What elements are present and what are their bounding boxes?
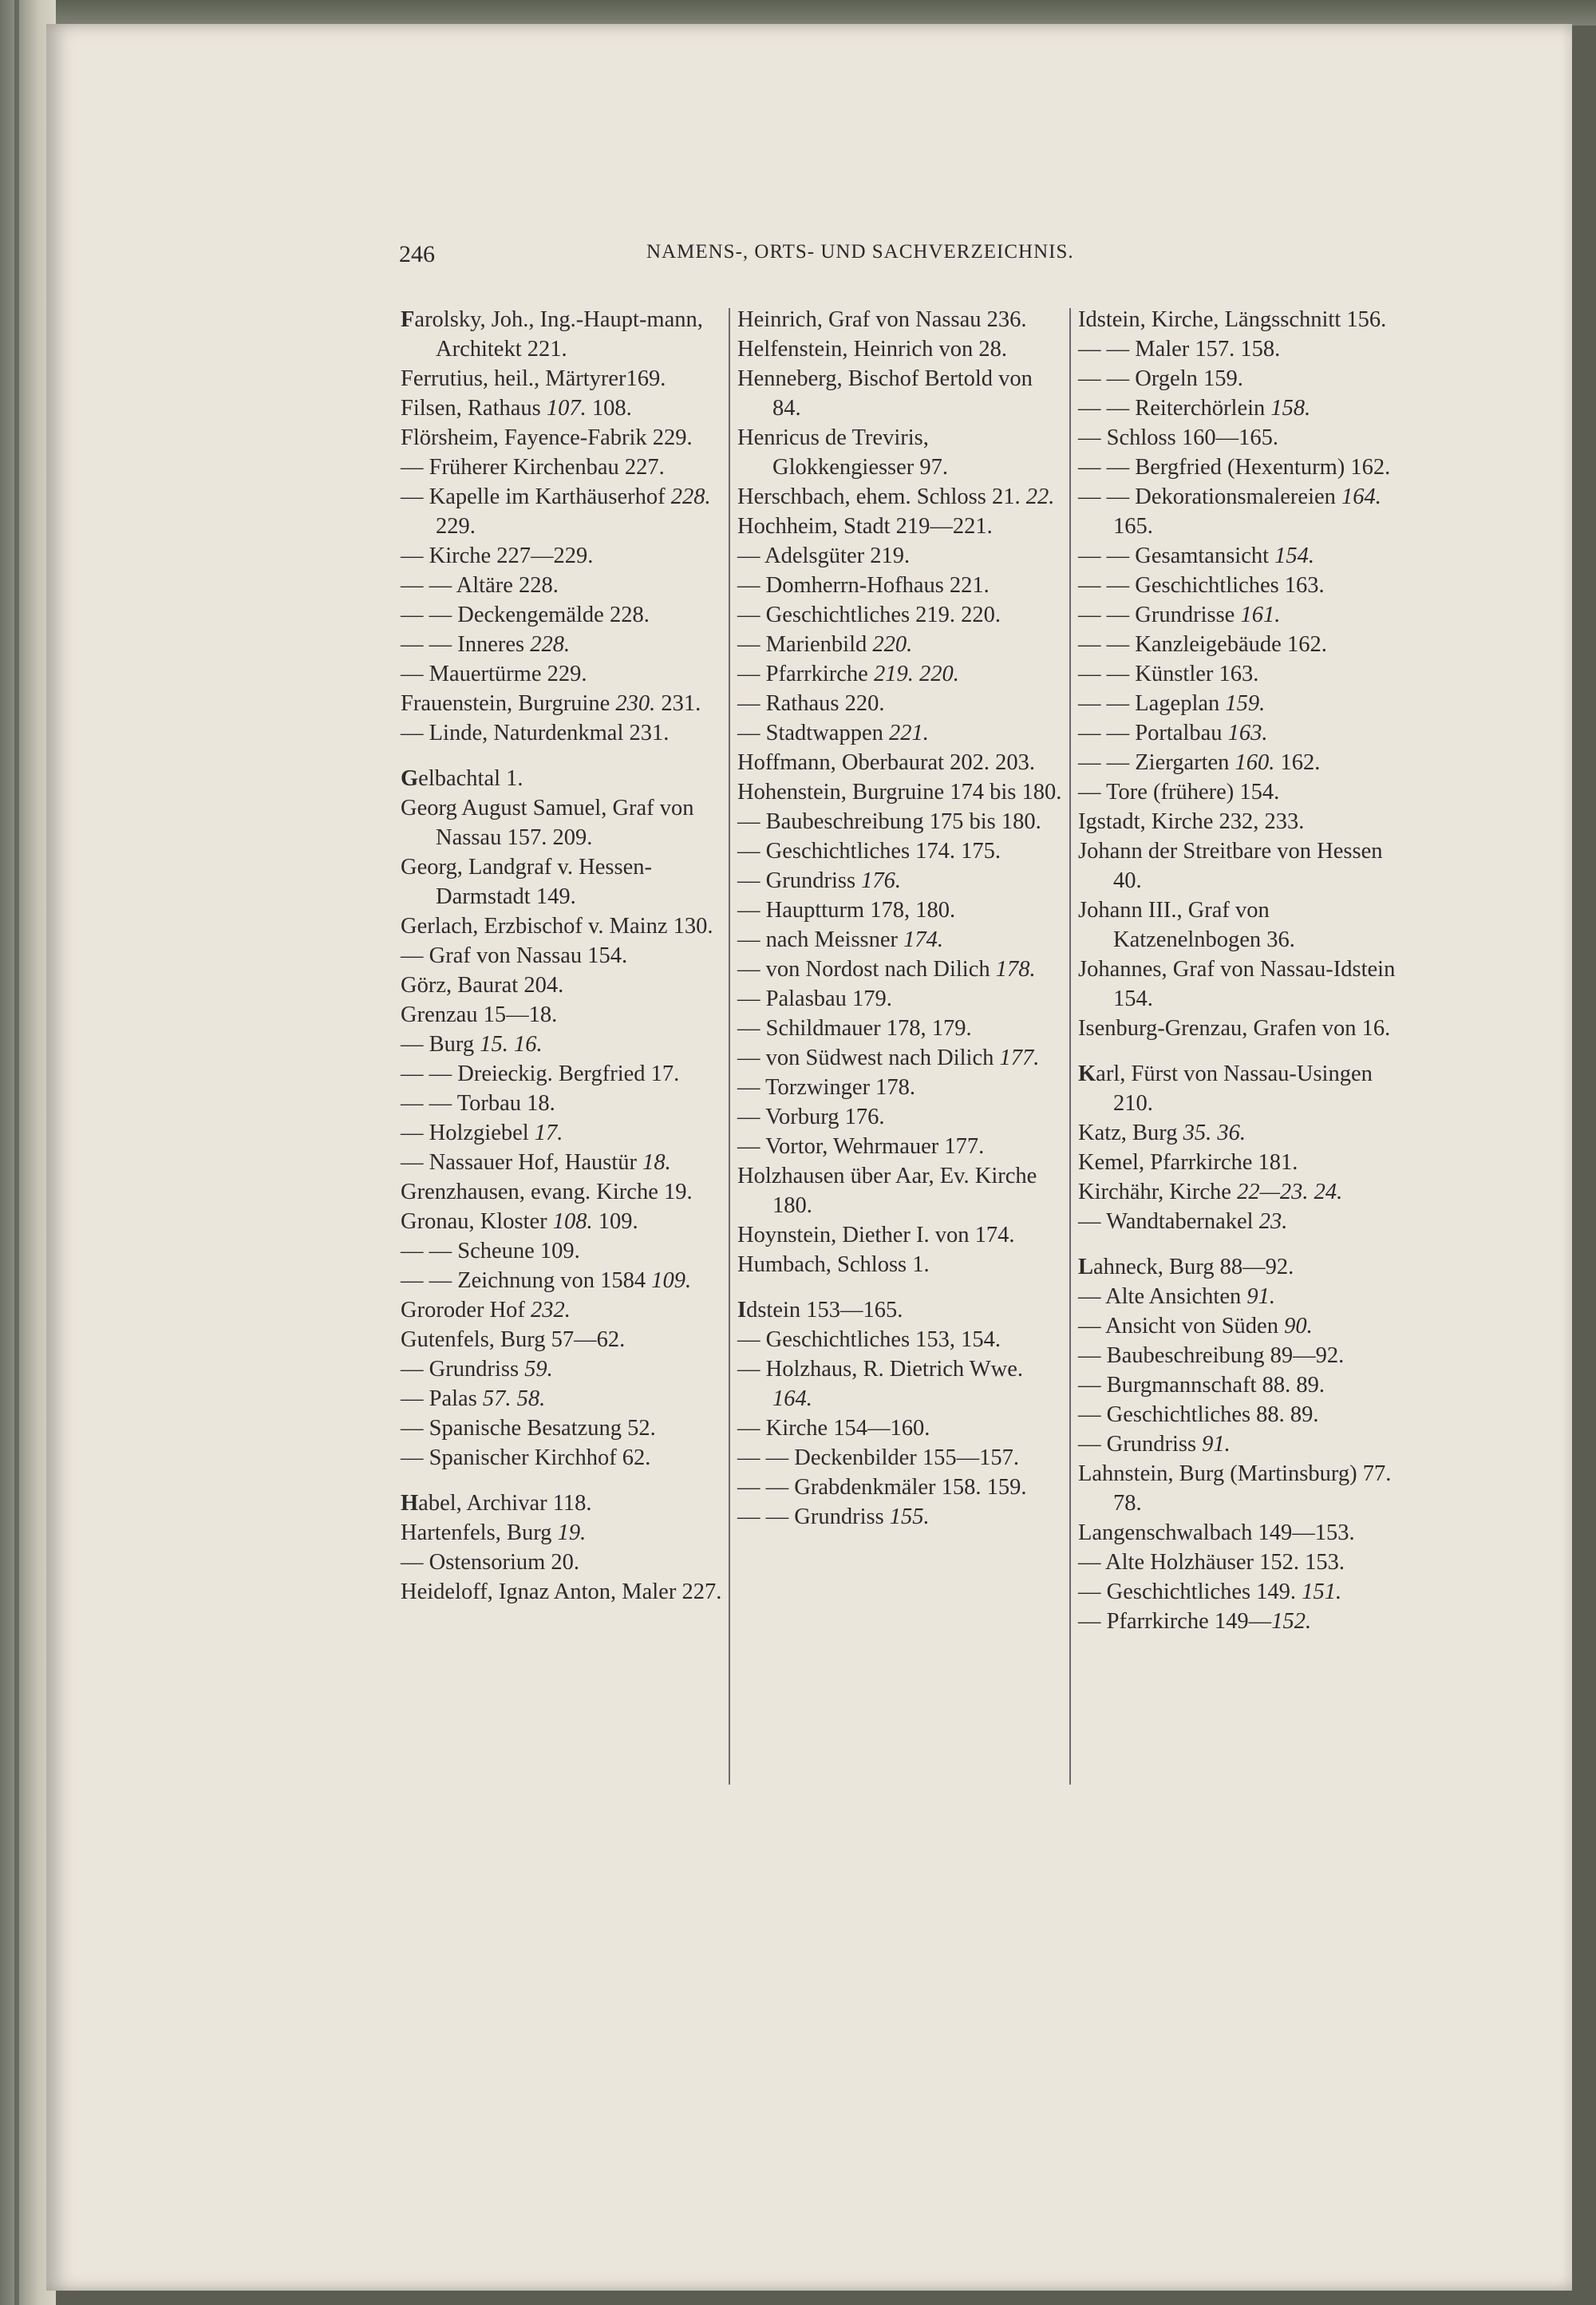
- illustration-page-ref: 174.: [903, 927, 944, 952]
- index-entry: [1078, 630, 1401, 659]
- illustration-page-ref: 176.: [861, 868, 902, 893]
- index-entry: [1078, 1118, 1401, 1148]
- entry-text: — Torzwinger 178.: [737, 1075, 916, 1100]
- initial-letter: L: [1078, 1255, 1094, 1279]
- entry-text: — — Lageplan: [1078, 691, 1226, 716]
- illustration-page-ref: 22.: [1025, 484, 1055, 509]
- entry-text: — — Künstler 163.: [1078, 662, 1259, 686]
- index-column-2: [737, 305, 1065, 1532]
- entry-text: — Graf von Nassau 154.: [401, 943, 628, 968]
- index-entry: [737, 305, 1065, 334]
- index-entry: [401, 1354, 724, 1384]
- illustration-page-ref: 17.: [534, 1121, 563, 1145]
- entry-text: — — Kanzleigebäude 162.: [1078, 632, 1327, 657]
- entry-text: — Palasbau 179.: [737, 986, 892, 1011]
- index-entry: [737, 689, 1065, 718]
- index-entry: [737, 836, 1065, 866]
- entry-text: Johann der Streitbare von Hessen 40.: [1078, 839, 1383, 893]
- index-entry: [401, 1266, 724, 1295]
- entry-text: — Holzhaus, R. Dietrich Wwe.: [737, 1357, 1024, 1382]
- index-entry: [401, 1548, 724, 1577]
- entry-text: — Hauptturm 178, 180.: [737, 898, 956, 923]
- index-entry: [1078, 1341, 1401, 1370]
- entry-text: — Burgmannschaft 88. 89.: [1078, 1373, 1325, 1398]
- index-entry: [401, 1489, 724, 1518]
- index-entry: [1078, 453, 1401, 482]
- entry-text: Hoynstein, Diether I. von 174.: [737, 1223, 1015, 1247]
- entry-text: — Geschichtliches 219. 220.: [737, 603, 1001, 627]
- index-entry: [737, 482, 1065, 512]
- entry-text: 108.: [586, 396, 632, 421]
- page-number: 246: [399, 241, 435, 267]
- entry-text: — — Portalbau: [1078, 721, 1228, 745]
- index-entry: [401, 1384, 724, 1413]
- entry-text: Hochheim, Stadt 219—221.: [737, 514, 993, 539]
- index-entry: [401, 630, 724, 659]
- illustration-page-ref: 164.: [1341, 484, 1381, 509]
- index-entry: [1078, 1548, 1401, 1577]
- index-entry: [1078, 482, 1401, 541]
- entry-text: — Grundriss: [737, 868, 862, 893]
- index-entry: [401, 423, 724, 453]
- index-entry: [737, 600, 1065, 630]
- index-entry: [737, 1473, 1065, 1502]
- illustration-page-ref: 232.: [531, 1298, 571, 1323]
- index-entry: [1078, 334, 1401, 364]
- entry-text: Gronau, Kloster: [401, 1209, 553, 1234]
- entry-text: Hoffmann, Oberbaurat 202. 203.: [737, 750, 1036, 775]
- index-entry: [401, 482, 724, 541]
- index-entry: [1078, 571, 1401, 600]
- index-entry: [1078, 836, 1401, 896]
- illustration-page-ref: 91.: [1246, 1284, 1275, 1309]
- index-entry: [401, 718, 724, 748]
- index-entry: [401, 911, 724, 941]
- column-rule: [729, 308, 730, 1785]
- entry-text: Grenzau 15—18.: [401, 1002, 558, 1027]
- entry-text: Görz, Baurat 204.: [401, 973, 564, 998]
- index-entry: [1078, 600, 1401, 630]
- entry-text: — Ostensorium 20.: [401, 1550, 580, 1575]
- index-entry: [1078, 807, 1401, 836]
- entry-text: — von Nordost nach Dilich: [737, 957, 996, 982]
- illustration-page-ref: 108.: [552, 1209, 593, 1234]
- index-entry: [1078, 364, 1401, 393]
- index-entry: [401, 689, 724, 718]
- entry-text: Helfenstein, Heinrich von 28.: [737, 337, 1007, 362]
- entry-text: Johann III., Graf von Katzenelnbogen 36.: [1078, 898, 1295, 952]
- entry-text: — Grundriss: [1078, 1432, 1203, 1457]
- index-entry: [401, 571, 724, 600]
- illustration-page-ref: 15. 16.: [480, 1032, 543, 1057]
- entry-text: — Alte Ansichten: [1078, 1284, 1247, 1309]
- entry-text: Katz, Burg: [1078, 1121, 1183, 1145]
- index-entry: [1078, 689, 1401, 718]
- index-entry: [401, 971, 724, 1000]
- entry-text: — — Inneres: [401, 632, 531, 657]
- entry-text: — Schildmauer 178, 179.: [737, 1016, 972, 1041]
- illustration-page-ref: 151.: [1302, 1579, 1342, 1604]
- entry-text: Flörsheim, Fayence-Fabrik 229.: [401, 425, 693, 450]
- entry-text: Ferrutius, heil., Märtyrer169.: [401, 366, 666, 391]
- entry-text: Hartenfels, Burg: [401, 1520, 558, 1545]
- index-entry: [401, 1089, 724, 1118]
- illustration-page-ref: 230.: [615, 691, 656, 716]
- entry-text: Heideloff, Ignaz Anton, Maler 227.: [401, 1579, 722, 1604]
- entry-text: — Kirche 154—160.: [737, 1416, 930, 1441]
- entry-text: — nach Meissner: [737, 927, 904, 952]
- entry-text: — — Grabdenkmäler 158. 159.: [737, 1475, 1027, 1500]
- book-edge-top: [0, 0, 1596, 26]
- index-entry: [1078, 423, 1401, 453]
- entry-text: elbachtal 1.: [418, 766, 523, 791]
- entry-text: Humbach, Schloss 1.: [737, 1252, 930, 1277]
- entry-text: — Tore (frühere) 154.: [1078, 780, 1280, 805]
- index-entry: [737, 1073, 1065, 1102]
- index-entry: [1078, 1429, 1401, 1459]
- illustration-page-ref: 152.: [1271, 1609, 1312, 1634]
- entry-text: — — Scheune 109.: [401, 1239, 580, 1263]
- illustration-page-ref: 23.: [1258, 1209, 1288, 1234]
- entry-text: — Mauertürme 229.: [401, 662, 587, 686]
- entry-text: — Früherer Kirchenbau 227.: [401, 455, 665, 480]
- entry-text: — Schloss 160—165.: [1078, 425, 1278, 450]
- index-entry: [401, 1518, 724, 1548]
- index-entry: [1078, 1400, 1401, 1429]
- index-entry: [401, 1443, 724, 1473]
- entry-text: Grenzhausen, evang. Kirche 19.: [401, 1180, 693, 1204]
- entry-text: — — Ziergarten: [1078, 750, 1235, 775]
- index-entry: [401, 659, 724, 689]
- illustration-page-ref: 160.: [1235, 750, 1275, 775]
- index-entry: [1078, 1014, 1401, 1043]
- index-entry: [1078, 1207, 1401, 1236]
- index-entry: [1078, 1518, 1401, 1548]
- illustration-page-ref: 159.: [1225, 691, 1266, 716]
- initial-letter: K: [1078, 1062, 1096, 1086]
- illustration-page-ref: 178.: [995, 957, 1036, 982]
- initial-letter: I: [737, 1298, 747, 1323]
- index-entry: [1078, 659, 1401, 689]
- index-entry: [1078, 1282, 1401, 1311]
- index-entry: [737, 1043, 1065, 1073]
- entry-text: abel, Archivar 118.: [418, 1491, 592, 1516]
- entry-text: — — Dekorationsmalereien: [1078, 484, 1342, 509]
- index-entry: [401, 1118, 724, 1148]
- entry-text: 162.: [1274, 750, 1321, 775]
- index-entry: [401, 1000, 724, 1030]
- index-entry: [737, 1325, 1065, 1354]
- entry-text: Herschbach, ehem. Schloss 21.: [737, 484, 1026, 509]
- entry-text: — Geschichtliches 88. 89.: [1078, 1402, 1319, 1427]
- index-entry: [401, 764, 724, 793]
- entry-text: — Burg: [401, 1032, 480, 1057]
- entry-text: Georg, Landgraf v. Hessen-Darmstadt 149.: [401, 855, 652, 909]
- entry-text: — Domherrn-Hofhaus 221.: [737, 573, 990, 598]
- index-entry: [401, 541, 724, 571]
- index-entry: [401, 852, 724, 911]
- index-entry: [737, 1220, 1065, 1250]
- index-entry: [737, 896, 1065, 925]
- illustration-page-ref: 107.: [546, 396, 587, 421]
- entry-text: Kirchähr, Kirche: [1078, 1180, 1238, 1204]
- index-entry: [737, 1250, 1065, 1279]
- illustration-page-ref: 163.: [1227, 721, 1268, 745]
- entry-text: — — Zeichnung von 1584: [401, 1268, 652, 1293]
- index-entry: [401, 305, 724, 364]
- index-entry: [1078, 1577, 1401, 1607]
- entry-text: Isenburg-Grenzau, Grafen von 16.: [1078, 1016, 1391, 1041]
- entry-text: — Nassauer Hof, Haustür: [401, 1150, 643, 1175]
- entry-text: — Alte Holzhäuser 152. 153.: [1078, 1550, 1345, 1575]
- entry-text: — Linde, Naturdenkmal 231.: [401, 721, 670, 745]
- index-entry: [401, 453, 724, 482]
- entry-text: Holzhausen über Aar, Ev. Kirche 180.: [737, 1164, 1037, 1218]
- entry-text: — Vortor, Wehrmauer 177.: [737, 1134, 985, 1159]
- illustration-page-ref: 228.: [670, 484, 711, 509]
- entry-text: 231.: [655, 691, 701, 716]
- index-entry: [737, 777, 1065, 807]
- illustration-page-ref: 228.: [530, 632, 571, 657]
- entry-text: — Marienbild: [737, 632, 873, 657]
- illustration-page-ref: 91.: [1202, 1432, 1231, 1457]
- entry-text: — Geschichtliches 174. 175.: [737, 839, 1001, 864]
- entry-text: Gerlach, Erzbischof v. Mainz 130.: [401, 914, 713, 939]
- illustration-page-ref: 220.: [872, 632, 913, 657]
- index-entry: [1078, 1177, 1401, 1207]
- entry-text: Gutenfels, Burg 57—62.: [401, 1327, 626, 1352]
- initial-letter: G: [401, 766, 419, 791]
- entry-text: — Stadtwappen: [737, 721, 889, 745]
- entry-text: — — Orgeln 159.: [1078, 366, 1243, 391]
- entry-text: 165.: [1113, 514, 1153, 539]
- index-entry: [401, 364, 724, 393]
- illustration-page-ref: 18.: [642, 1150, 671, 1175]
- index-entry: [401, 1030, 724, 1059]
- index-entry: [1078, 718, 1401, 748]
- index-entry: [1078, 955, 1401, 1014]
- index-entry: [401, 1148, 724, 1177]
- index-entry: [737, 541, 1065, 571]
- entry-text: — Geschichtliches 149.: [1078, 1579, 1302, 1604]
- entry-text: — — Maler 157. 158.: [1078, 337, 1281, 362]
- entry-text: — — Reiterchörlein: [1078, 396, 1271, 421]
- index-entry: [737, 423, 1065, 482]
- index-entry: [1078, 1059, 1401, 1118]
- illustration-page-ref: 22—23. 24.: [1237, 1180, 1343, 1204]
- index-entry: [737, 1161, 1065, 1220]
- entry-text: — Wandtabernakel: [1078, 1209, 1259, 1234]
- entry-text: Frauenstein, Burgruine: [401, 691, 616, 716]
- index-entry: [737, 718, 1065, 748]
- index-entry: [737, 925, 1065, 955]
- entry-text: — — Gesamtansicht: [1078, 544, 1275, 568]
- entry-text: — — Grundrisse: [1078, 603, 1241, 627]
- index-entry: [401, 600, 724, 630]
- index-entry: [1078, 541, 1401, 571]
- entry-text: — Geschichtliches 153, 154.: [737, 1327, 1001, 1352]
- illustration-page-ref: 19.: [557, 1520, 587, 1545]
- index-entry: [737, 334, 1065, 364]
- entry-text: — — Dreieckig. Bergfried 17.: [401, 1062, 680, 1086]
- index-entry: [737, 748, 1065, 777]
- running-head: NAMENS-, ORTS- UND SACHVERZEICHNIS.: [646, 241, 1074, 263]
- entry-text: — — Deckenbilder 155—157.: [737, 1445, 1020, 1470]
- index-entry: [1078, 393, 1401, 423]
- entry-text: — Pfarrkirche: [737, 662, 874, 686]
- binding-edge: [14, 0, 19, 2305]
- illustration-page-ref: 109.: [651, 1268, 692, 1293]
- index-entry: [401, 1577, 724, 1607]
- index-entry: [1078, 1370, 1401, 1400]
- entry-text: ahneck, Burg 88—92.: [1093, 1255, 1294, 1279]
- entry-text: — Rathaus 220.: [737, 691, 885, 716]
- entry-text: Hohenstein, Burgruine 174 bis 180.: [737, 780, 1062, 805]
- index-entry: [401, 1059, 724, 1089]
- entry-text: — Adelsgüter 219.: [737, 544, 911, 568]
- index-entry: [401, 1207, 724, 1236]
- entry-text: arolsky, Joh., Ing.-Haupt-mann, Architekt 221.: [414, 307, 703, 362]
- index-entry: [737, 1132, 1065, 1161]
- initial-letter: H: [401, 1491, 419, 1516]
- entry-text: Johannes, Graf von Nassau-Idstein 154.: [1078, 957, 1396, 1011]
- index-entry: [737, 630, 1065, 659]
- index-entry: [737, 1354, 1065, 1413]
- illustration-page-ref: 59.: [524, 1357, 553, 1382]
- entry-text: — Spanische Besatzung 52.: [401, 1416, 656, 1441]
- entry-text: — — Torbau 18.: [401, 1091, 555, 1116]
- entry-text: Kemel, Pfarrkirche 181.: [1078, 1150, 1298, 1175]
- entry-text: Georg August Samuel, Graf von Nassau 157. 209.: [401, 796, 694, 850]
- entry-text: Filsen, Rathaus: [401, 396, 547, 421]
- illustration-page-ref: 177.: [999, 1046, 1040, 1070]
- entry-text: — — Geschichtliches 163.: [1078, 573, 1325, 598]
- index-entry: [737, 571, 1065, 600]
- entry-text: Henneberg, Bischof Bertold von 84.: [737, 366, 1033, 421]
- entry-text: — Grundriss: [401, 1357, 525, 1382]
- entry-text: — Spanischer Kirchhof 62.: [401, 1445, 651, 1470]
- entry-text: — Baubeschreibung 89—92.: [1078, 1343, 1345, 1368]
- index-entry: [1078, 1459, 1401, 1518]
- illustration-page-ref: 57. 58.: [482, 1386, 546, 1411]
- entry-text: Idstein, Kirche, Längsschnitt 156.: [1078, 307, 1387, 332]
- entry-text: dstein 153—165.: [746, 1298, 903, 1323]
- index-entry: [401, 793, 724, 852]
- index-entry: [1078, 1607, 1401, 1636]
- index-entry: [401, 1325, 724, 1354]
- index-entry: [737, 364, 1065, 423]
- index-entry: [737, 512, 1065, 541]
- entry-text: 109.: [592, 1209, 638, 1234]
- entry-text: Langenschwalbach 149—153.: [1078, 1520, 1355, 1545]
- index-entry: [737, 955, 1065, 984]
- entry-text: — Baubeschreibung 175 bis 180.: [737, 809, 1041, 834]
- entry-text: — Vorburg 176.: [737, 1105, 885, 1129]
- illustration-page-ref: 155.: [889, 1504, 930, 1529]
- illustration-page-ref: 35. 36.: [1183, 1121, 1246, 1145]
- illustration-page-ref: 164.: [772, 1386, 812, 1411]
- entry-text: — von Südwest nach Dilich: [737, 1046, 1000, 1070]
- index-column-1: [401, 305, 724, 1607]
- index-entry: [401, 393, 724, 423]
- column-rule: [1069, 308, 1071, 1785]
- entry-text: Igstadt, Kirche 232, 233.: [1078, 809, 1305, 834]
- entry-text: arl, Fürst von Nassau-Usingen 210.: [1096, 1062, 1373, 1116]
- index-column-3: [1078, 305, 1401, 1636]
- entry-text: Groroder Hof: [401, 1298, 531, 1323]
- entry-text: Lahnstein, Burg (Martinsburg) 77. 78.: [1078, 1461, 1392, 1516]
- entry-text: — — Grundriss: [737, 1504, 890, 1529]
- illustration-page-ref: 161.: [1240, 603, 1281, 627]
- entry-text: 229.: [436, 514, 476, 539]
- index-entry: [1078, 896, 1401, 955]
- index-entry: [1078, 1311, 1401, 1341]
- initial-letter: F: [401, 307, 415, 332]
- illustration-page-ref: 219. 220.: [873, 662, 959, 686]
- entry-text: — Palas: [401, 1386, 483, 1411]
- entry-text: — Holzgiebel: [401, 1121, 535, 1145]
- index-entry: [401, 1413, 724, 1443]
- index-entry: [1078, 748, 1401, 777]
- entry-text: — — Bergfried (Hexenturm) 162.: [1078, 455, 1391, 480]
- index-entry: [401, 1177, 724, 1207]
- index-entry: [737, 984, 1065, 1014]
- index-entry: [401, 941, 724, 971]
- index-entry: [401, 1236, 724, 1266]
- illustration-page-ref: 90.: [1284, 1314, 1313, 1338]
- index-entry: [1078, 1252, 1401, 1282]
- entry-text: — Kirche 227—229.: [401, 544, 594, 568]
- index-entry: [737, 807, 1065, 836]
- index-entry: [1078, 305, 1401, 334]
- index-entry: [737, 1102, 1065, 1132]
- index-entry: [737, 659, 1065, 689]
- index-entry: [737, 866, 1065, 896]
- illustration-page-ref: 221.: [888, 721, 929, 745]
- illustration-page-ref: 158.: [1270, 396, 1311, 421]
- index-entry: [737, 1443, 1065, 1473]
- illustration-page-ref: 154.: [1274, 544, 1315, 568]
- entry-text: — — Altäre 228.: [401, 573, 559, 598]
- index-entry: [401, 1295, 724, 1325]
- index-entry: [737, 1413, 1065, 1443]
- index-entry: [1078, 1148, 1401, 1177]
- entry-text: — Kapelle im Karthäuserhof: [401, 484, 671, 509]
- index-entry: [737, 1295, 1065, 1325]
- index-entry: [737, 1502, 1065, 1532]
- index-entry: [737, 1014, 1065, 1043]
- entry-text: — Pfarrkirche 149—: [1078, 1609, 1272, 1634]
- entry-text: Henricus de Treviris, Glokkengiesser 97.: [737, 425, 949, 480]
- index-entry: [1078, 777, 1401, 807]
- entry-text: — Ansicht von Süden: [1078, 1314, 1285, 1338]
- entry-text: — — Deckengemälde 228.: [401, 603, 650, 627]
- entry-text: Heinrich, Graf von Nassau 236.: [737, 307, 1027, 332]
